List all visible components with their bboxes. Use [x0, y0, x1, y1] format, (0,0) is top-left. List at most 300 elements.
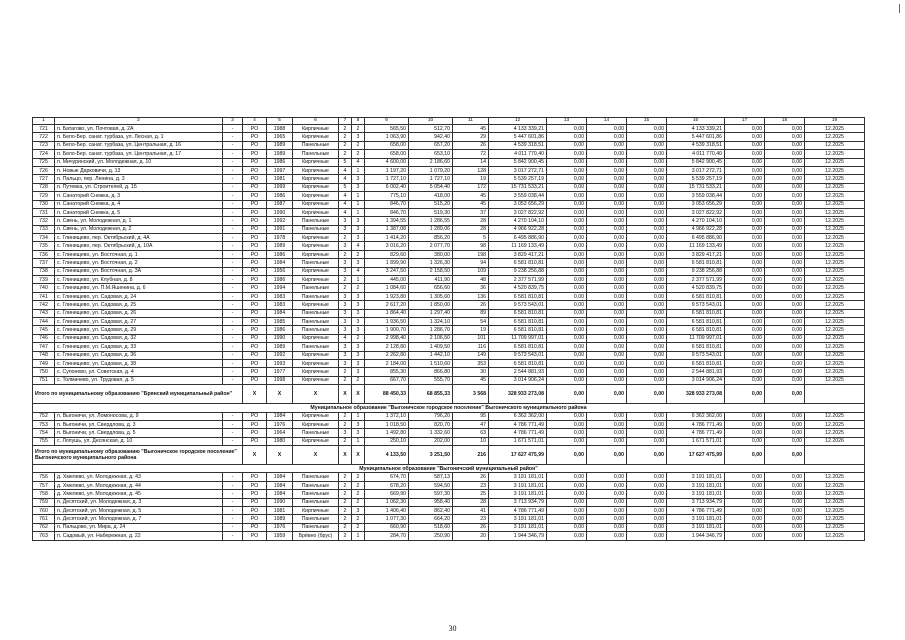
section-title-row: [33, 404, 865, 412]
table-cell: РО: [243, 166, 267, 174]
table-cell: 1 492,80: [365, 429, 409, 437]
table-cell: 3 191 181,01: [489, 481, 547, 489]
column-number-header: [33, 118, 865, 125]
table-cell: 2: [352, 473, 365, 481]
table-cell: п. Путевка, ул. Строителей, д. 15: [55, 183, 223, 191]
table-cell: 3: [352, 368, 365, 376]
table-cell: РО: [243, 498, 267, 506]
table-cell: 3 191 181,01: [489, 523, 547, 531]
table-cell: Панельные: [293, 309, 339, 317]
table-cell: с. Глинищево, ул. Восточная, д. 1: [55, 250, 223, 258]
table-cell: 5: [339, 183, 352, 191]
table-cell: 1990: [267, 208, 293, 216]
table-cell: 2 998,40: [365, 334, 409, 342]
table-cell: 1: [352, 166, 365, 174]
table-cell: 47: [453, 420, 489, 428]
table-cell: 3: [339, 343, 352, 351]
table-cell: 594,50: [409, 481, 453, 489]
table-cell: 12.2025: [805, 242, 865, 250]
table-cell: 1990: [267, 334, 293, 342]
table-cell: 1984: [267, 259, 293, 267]
table-cell: 0,00: [765, 343, 805, 351]
table-cell: п. Свень, ул. Молодежная, д. 2: [55, 225, 223, 233]
column-header: 19: [805, 118, 865, 125]
table-cell: п. Бело-Бер. санат. турбаза, ул. Лесная, д. 1: [55, 133, 223, 141]
table-cell: 0,00: [765, 276, 805, 284]
table-cell: 95: [453, 412, 489, 420]
table-cell: 0,00: [725, 420, 765, 428]
table-cell: 3: [352, 429, 365, 437]
table-cell: 0,00: [725, 225, 765, 233]
table-cell: 0,00: [725, 259, 765, 267]
table-cell: 0,00: [627, 437, 667, 445]
total-cell: Х: [267, 446, 293, 465]
table-cell: 6 581 810,81: [489, 359, 547, 367]
table-cell: 0,00: [765, 490, 805, 498]
table-cell: 0,00: [587, 473, 627, 481]
table-cell: 1984: [267, 490, 293, 498]
table-cell: -: [223, 532, 243, 540]
table-cell: 4 786 771,49: [489, 507, 547, 515]
table-cell: 3: [352, 343, 365, 351]
table-cell: 1 510,60: [409, 359, 453, 367]
table-cell: п. Батагово, ул. Почтовая, д. 2А: [55, 125, 223, 133]
table-cell: 0,00: [725, 368, 765, 376]
table-cell: 0,00: [627, 234, 667, 242]
table-cell: 829,60: [365, 250, 409, 258]
table-cell: 12.2025: [805, 250, 865, 258]
table-cell: 4 011 770,40: [667, 150, 725, 158]
table-cell: 0,00: [587, 429, 627, 437]
table-cell: 747: [33, 343, 55, 351]
table-cell: 0,00: [725, 326, 765, 334]
table-cell: -: [223, 267, 243, 275]
table-cell: 109: [453, 267, 489, 275]
table-cell: 2 128,80: [365, 343, 409, 351]
column-header: 1: [33, 118, 55, 125]
table-cell: РО: [243, 437, 267, 445]
table-cell: 0,00: [587, 208, 627, 216]
table-cell: 0,00: [587, 437, 627, 445]
total-cell: 0,00: [765, 446, 805, 465]
table-cell: 515,20: [409, 200, 453, 208]
table-cell: 0,00: [765, 292, 805, 300]
table-cell: Панельные: [293, 284, 339, 292]
table-cell: с. Глинищево, ул. Садовая, д. 33: [55, 343, 223, 351]
table-cell: РО: [243, 183, 267, 191]
table-cell: 0,00: [765, 234, 805, 242]
table-cell: 2: [339, 141, 352, 149]
table-cell: Панельные: [293, 141, 339, 149]
table-cell: 1994: [267, 284, 293, 292]
table-cell: 0,00: [547, 276, 587, 284]
table-cell: 1989: [267, 343, 293, 351]
table-cell: 1: [352, 437, 365, 445]
table-cell: 519,30: [409, 208, 453, 216]
total-cell: Х: [267, 385, 293, 404]
table-cell: 3 191 181,01: [489, 490, 547, 498]
table-cell: 63: [453, 429, 489, 437]
table-row: [33, 507, 865, 515]
table-cell: 12.2025: [805, 420, 865, 428]
table-cell: РО: [243, 217, 267, 225]
total-label: Итого по муниципальному образованию "Выгоничское городское поселение" Выгоничского муниципального района: [33, 446, 243, 465]
total-cell: 3 568: [453, 385, 489, 404]
section-title-row: [33, 465, 865, 473]
table-cell: 11 709 997,01: [667, 334, 725, 342]
total-cell: 328 933 273,08: [667, 385, 725, 404]
table-cell: 1984: [267, 412, 293, 420]
table-cell: РО: [243, 317, 267, 325]
table-cell: 1 727,10: [365, 175, 409, 183]
table-cell: Кирпичные: [293, 242, 339, 250]
table-cell: 1 923,80: [365, 292, 409, 300]
table-cell: 0,00: [627, 225, 667, 233]
table-row: [33, 200, 865, 208]
table-cell: РО: [243, 158, 267, 166]
table-cell: 3: [339, 217, 352, 225]
table-cell: 0,00: [587, 141, 627, 149]
table-cell: 3: [339, 292, 352, 300]
table-cell: 1 900,70: [365, 326, 409, 334]
table-cell: 4 786 771,49: [667, 429, 725, 437]
table-cell: -: [223, 141, 243, 149]
table-cell: 754: [33, 429, 55, 437]
table-cell: 0,00: [765, 141, 805, 149]
total-cell: 0,00: [765, 385, 805, 404]
table-cell: 23: [453, 481, 489, 489]
table-row: [33, 242, 865, 250]
table-cell: 0,00: [765, 437, 805, 445]
table-cell: 37: [453, 208, 489, 216]
table-row: [33, 276, 865, 284]
table-cell: с. Глинищево, ул. Клубная, д. 8: [55, 276, 223, 284]
table-cell: 2: [352, 490, 365, 498]
table-row: [33, 412, 865, 420]
table-cell: 0,00: [587, 292, 627, 300]
table-cell: 667,70: [365, 376, 409, 384]
table-cell: -: [223, 326, 243, 334]
table-cell: 9 573 543,01: [489, 301, 547, 309]
table-cell: 658,00: [365, 150, 409, 158]
table-cell: 250,10: [365, 437, 409, 445]
table-row: [33, 133, 865, 141]
table-cell: 0,00: [725, 523, 765, 531]
table-cell: 0,00: [765, 250, 805, 258]
table-cell: 54: [453, 317, 489, 325]
table-cell: 0,00: [547, 175, 587, 183]
table-cell: 6 581 810,81: [667, 343, 725, 351]
table-cell: 1 079,20: [409, 166, 453, 174]
table-row: [33, 225, 865, 233]
table-cell: 9 238 256,88: [489, 267, 547, 275]
table-cell: 0,00: [765, 515, 805, 523]
table-cell: Кирпичные: [293, 175, 339, 183]
table-row: [33, 317, 865, 325]
table-cell: 942,40: [409, 133, 453, 141]
table-row: [33, 429, 865, 437]
table-cell: 0,00: [725, 183, 765, 191]
table-row: [33, 259, 865, 267]
column-header: 9: [365, 118, 409, 125]
table-cell: 3 247,50: [365, 267, 409, 275]
table-cell: 0,00: [547, 359, 587, 367]
table-cell: 198: [453, 250, 489, 258]
table-cell: РО: [243, 234, 267, 242]
table-cell: 0,00: [725, 141, 765, 149]
table-row: [33, 523, 865, 531]
table-cell: 0,00: [725, 276, 765, 284]
table-cell: 12.2025: [805, 301, 865, 309]
table-cell: 3 191 181,01: [667, 515, 725, 523]
table-row: [33, 158, 865, 166]
table-cell: 729: [33, 192, 55, 200]
table-cell: 0,00: [725, 234, 765, 242]
table-cell: 3: [339, 259, 352, 267]
table-cell: 0,00: [587, 150, 627, 158]
table-cell: РО: [243, 420, 267, 428]
section-title: Муниципальное образование "Выгоничское городское поселение" Выгоничского муниципального района: [33, 404, 865, 412]
table-cell: 6 581 810,81: [489, 326, 547, 334]
table-cell: п. Санаторий Снежка, д. 4: [55, 200, 223, 208]
table-cell: 724: [33, 150, 55, 158]
table-cell: РО: [243, 133, 267, 141]
table-cell: 5 842 900,45: [489, 158, 547, 166]
table-cell: 0,00: [765, 507, 805, 515]
total-cell: 0,00: [627, 446, 667, 465]
table-cell: 1986: [267, 276, 293, 284]
table-cell: 1984: [267, 481, 293, 489]
table-cell: 0,00: [547, 183, 587, 191]
table-cell: 0,00: [627, 192, 667, 200]
table-cell: 28: [453, 217, 489, 225]
table-cell: с. Глинищево, ул. П.М.Яшенина, д. 6: [55, 284, 223, 292]
table-cell: 23: [453, 515, 489, 523]
table-cell: п. Выгоничи, ул. Свердлова, д. 3: [55, 420, 223, 428]
table-cell: 755: [33, 437, 55, 445]
total-cell: 68 855,33: [409, 385, 453, 404]
table-cell: 727: [33, 175, 55, 183]
table-row: [33, 343, 865, 351]
total-cell: Х: [352, 385, 365, 404]
table-cell: 418,00: [409, 192, 453, 200]
column-header: 11: [453, 118, 489, 125]
table-cell: 0,00: [725, 125, 765, 133]
table-cell: Панельные: [293, 317, 339, 325]
table-cell: 3: [352, 259, 365, 267]
table-cell: с. Глинищево, ул. Садовая, д. 32: [55, 334, 223, 342]
table-cell: 3 191 181,01: [667, 481, 725, 489]
table-cell: 0,00: [587, 234, 627, 242]
table-cell: 3 027 822,92: [489, 208, 547, 216]
table-cell: 0,00: [547, 259, 587, 267]
table-cell: 1 406,40: [365, 507, 409, 515]
table-cell: 12.2025: [805, 351, 865, 359]
table-cell: 0,00: [587, 200, 627, 208]
table-cell: 743: [33, 309, 55, 317]
table-cell: 0,00: [627, 343, 667, 351]
table-cell: 4: [339, 175, 352, 183]
table-cell: 757: [33, 481, 55, 489]
table-cell: 0,00: [725, 359, 765, 367]
table-cell: 1959: [267, 532, 293, 540]
table-cell: 726: [33, 166, 55, 174]
table-cell: 0,00: [627, 217, 667, 225]
table-cell: 1989: [267, 515, 293, 523]
table-cell: 1983: [267, 292, 293, 300]
table-row: [33, 376, 865, 384]
table-cell: 0,00: [627, 292, 667, 300]
table-cell: 9 573 543,01: [489, 351, 547, 359]
table-cell: 2: [339, 523, 352, 531]
table-cell: Панельные: [293, 481, 339, 489]
table-cell: 1991: [267, 225, 293, 233]
table-cell: 3: [339, 351, 352, 359]
table-cell: 1: [352, 276, 365, 284]
table-cell: 1987: [267, 200, 293, 208]
table-cell: 6 362 362,00: [667, 412, 725, 420]
table-cell: 0,00: [765, 429, 805, 437]
table-cell: 12.2025: [805, 259, 865, 267]
table-cell: 11 709 997,01: [489, 334, 547, 342]
table-cell: 658,00: [365, 141, 409, 149]
table-cell: 761: [33, 515, 55, 523]
table-cell: 2 262,80: [365, 351, 409, 359]
table-cell: 3 014 906,24: [667, 376, 725, 384]
table-cell: 12.2025: [805, 326, 865, 334]
table-cell: 2: [339, 437, 352, 445]
table-cell: 6 581 810,81: [667, 292, 725, 300]
table-cell: 3: [352, 326, 365, 334]
table-cell: 775,10: [365, 192, 409, 200]
table-cell: 2: [339, 412, 352, 420]
table-cell: Кирпичные: [293, 250, 339, 258]
table-cell: 0,00: [547, 334, 587, 342]
table-cell: 753: [33, 420, 55, 428]
table-cell: 0,00: [587, 259, 627, 267]
table-cell: 12.2025: [805, 473, 865, 481]
table-cell: 0,00: [627, 175, 667, 183]
table-cell: 0,00: [587, 225, 627, 233]
table-cell: 5 539 257,19: [667, 175, 725, 183]
table-cell: п. Мичуринский, ул. Молодежная, д. 10: [55, 158, 223, 166]
table-cell: 45: [453, 125, 489, 133]
table-cell: 116: [453, 343, 489, 351]
table-cell: 3 027 822,92: [667, 208, 725, 216]
table-row: [33, 183, 865, 191]
table-cell: 2: [352, 498, 365, 506]
table-cell: 0,00: [587, 250, 627, 258]
table-cell: п. Бело-Бер. санат. турбаза, ул. Центральная, д. 16: [55, 141, 223, 149]
table-cell: 6 581 810,81: [489, 343, 547, 351]
table-cell: -: [223, 284, 243, 292]
table-cell: 3: [352, 359, 365, 367]
table-cell: 2 377 571,99: [667, 276, 725, 284]
table-cell: 0,00: [725, 532, 765, 540]
table-cell: -: [223, 507, 243, 515]
table-cell: 36: [453, 284, 489, 292]
table-cell: 0,00: [587, 301, 627, 309]
table-cell: -: [223, 183, 243, 191]
table-cell: 760: [33, 507, 55, 515]
table-cell: 1 326,30: [409, 259, 453, 267]
table-cell: Кирпичные: [293, 301, 339, 309]
table-cell: 1989: [267, 141, 293, 149]
table-cell: 2: [339, 234, 352, 242]
table-cell: 3 191 181,01: [489, 473, 547, 481]
table-cell: 958,40: [409, 498, 453, 506]
table-cell: 0,00: [627, 420, 667, 428]
table-cell: 12.2025: [805, 532, 865, 540]
table-cell: 12.2025: [805, 515, 865, 523]
table-cell: 0,00: [627, 326, 667, 334]
table-cell: 0,00: [587, 359, 627, 367]
column-header: 3: [223, 118, 243, 125]
table-cell: 1986: [267, 326, 293, 334]
table-cell: 6 495 886,90: [489, 234, 547, 242]
table-cell: 758: [33, 490, 55, 498]
table-cell: 0,00: [627, 133, 667, 141]
total-cell: 0,00: [547, 385, 587, 404]
table-cell: 759: [33, 498, 55, 506]
table-cell: 3: [352, 507, 365, 515]
table-cell: 6 581 810,81: [489, 292, 547, 300]
total-cell: 0,00: [725, 446, 765, 465]
table-cell: 0,00: [587, 343, 627, 351]
table-cell: 1 289,06: [409, 225, 453, 233]
table-cell: РО: [243, 225, 267, 233]
table-cell: 0,00: [765, 133, 805, 141]
table-cell: 6 581 810,81: [667, 359, 725, 367]
table-cell: 0,00: [547, 481, 587, 489]
table-cell: 12.2025: [805, 507, 865, 515]
table-cell: 1 944 346,79: [667, 532, 725, 540]
table-cell: 3 014 906,24: [489, 376, 547, 384]
table-cell: 12.2025: [805, 317, 865, 325]
table-cell: 1990: [267, 498, 293, 506]
table-cell: 1 936,50: [365, 317, 409, 325]
table-cell: 2: [352, 250, 365, 258]
table-cell: 0,00: [725, 133, 765, 141]
table-cell: 0,00: [627, 351, 667, 359]
table-cell: 3 017 272,71: [489, 166, 547, 174]
table-cell: 3: [352, 217, 365, 225]
table-cell: п. Пальцово, ул. Мира, д. 24: [55, 523, 223, 531]
table-cell: 0,00: [587, 192, 627, 200]
table-cell: 0,00: [547, 208, 587, 216]
table-cell: 3 017 272,71: [667, 166, 725, 174]
table-cell: 6 581 810,81: [667, 317, 725, 325]
table-cell: РО: [243, 301, 267, 309]
table-cell: 0,00: [587, 420, 627, 428]
table-cell: 762: [33, 523, 55, 531]
table-cell: 2: [352, 376, 365, 384]
table-cell: 678,20: [365, 481, 409, 489]
table-cell: 3: [352, 133, 365, 141]
table-cell: 10: [453, 437, 489, 445]
table-cell: 0,00: [547, 133, 587, 141]
table-cell: 2: [339, 368, 352, 376]
table-cell: 0,00: [547, 507, 587, 515]
table-cell: Кирпичные: [293, 412, 339, 420]
table-cell: РО: [243, 490, 267, 498]
table-cell: 28: [453, 498, 489, 506]
column-header: 8: [352, 118, 365, 125]
table-cell: п. Десятский, ул. Молодежная, д. 3: [55, 498, 223, 506]
table-cell: 0,00: [725, 376, 765, 384]
table-cell: 0,00: [547, 523, 587, 531]
table-cell: 0,00: [587, 498, 627, 506]
